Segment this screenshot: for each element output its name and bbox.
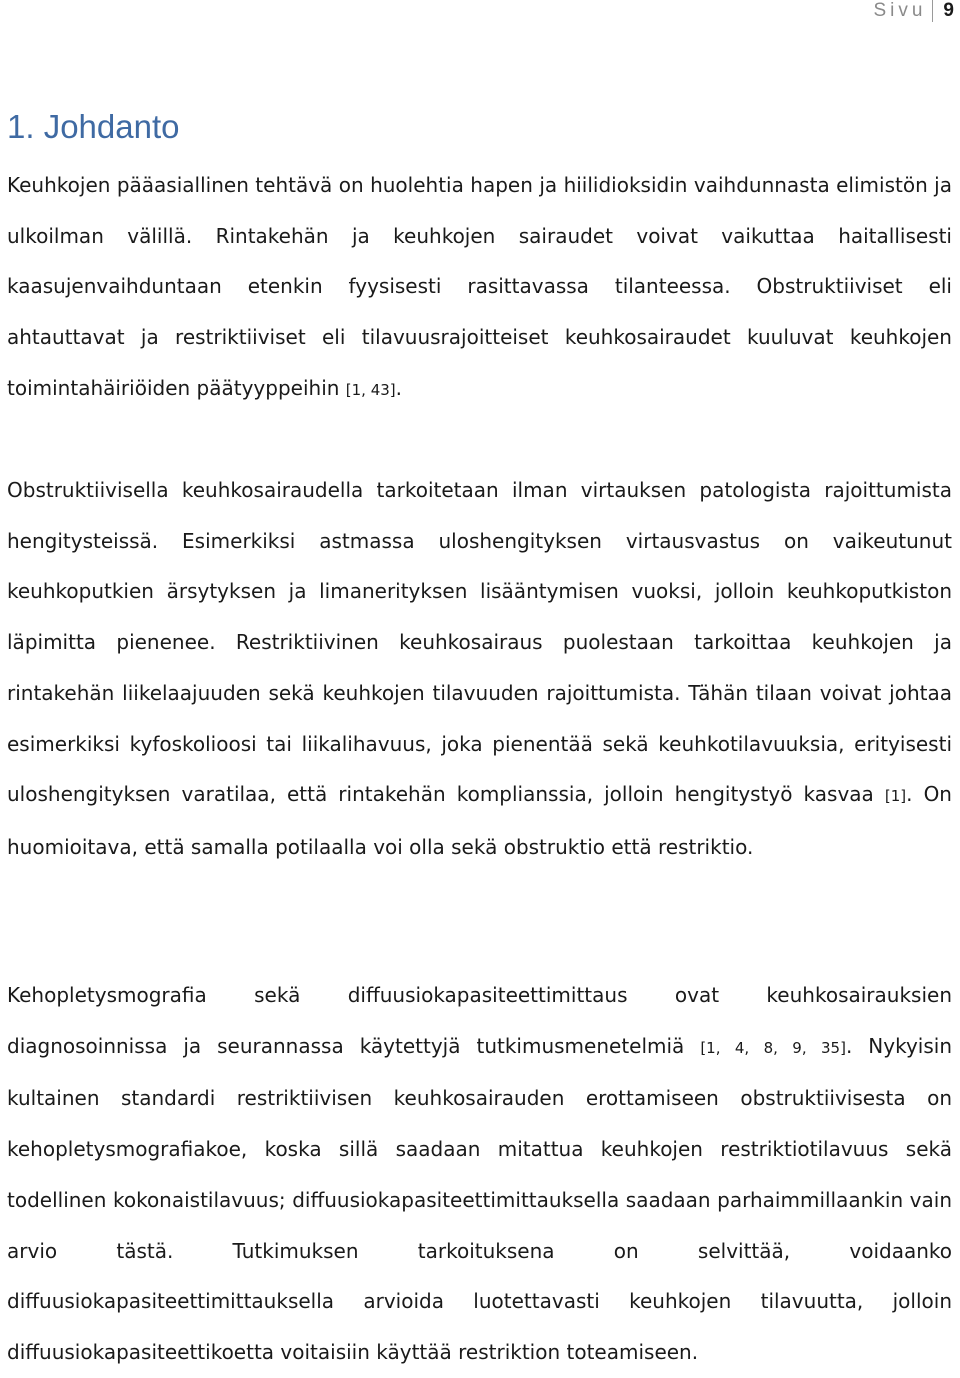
paragraph-2-container [7, 465, 952, 873]
paragraph-2-text-1: Obstruktiivisella keuhkosairaudella tarkoitetaan ilman virtauksen patologista rajoittumista hengitysteissä. Esimerkiksi astmassa uloshengityksen virtausvastus on vaikeutunut keuhkoputkien ärsytyksen ja limanerityksen lisääntymisen vuoksi, jolloin keuhkoputkiston läpimitta pienenee. Restriktiivinen keuhkosairaus puolestaan tarkoittaa keuhkojen ja rintakehän liikelaajuuden sekä keuhkojen tilavuuden rajoittumista. Tähän tilaan voivat johtaa esimerkiksi kyfoskolioosi tai liikalihavuus, joka pienentää sekä keuhkotilavuuksia, erityisesti uloshengityksen varatilaa, että rintakehän komplianssia, jolloin hengitystyö kasvaa [7, 478, 952, 807]
citation-1-4-8-9-35: [1, 4, 8, 9, 35] [700, 1038, 846, 1057]
paragraph-2-text-2: . On huomioitava, että samalla potilaalla voi olla sekä obstruktio että restriktio. [7, 782, 952, 859]
paragraph-1-text-1: Keuhkojen pääasiallinen tehtävä on huolehtia hapen ja hiilidioksidin vaihdunnasta elimistön ja ulkoilman välillä. Rintakehän ja keuhkojen sairaudet voivat vaikuttaa haitallisesti kaasujenvaihduntaan etenkin fyysisesti rasittavassa tilanteessa. Obstruktiiviset eli ahtauttavat ja restriktiiviset eli tilavuusrajoitteiset keuhkosairaudet kuuluvat keuhkojen toimintahäiriöiden päätyyppeihin [7, 173, 952, 400]
paragraph-2 [7, 465, 952, 873]
paragraph-3-container [7, 970, 952, 1378]
page-number: 9 [943, 0, 954, 21]
paragraph-3 [7, 970, 952, 1378]
header-divider [932, 0, 933, 22]
page-label: Sivu [873, 0, 927, 21]
citation-1-43: [1, 43] [345, 380, 396, 399]
citation-1: [1] [884, 787, 907, 806]
paragraph-1-container [7, 160, 952, 416]
chapter-heading: 1. Johdanto [7, 108, 180, 145]
paragraph-3-text-2: . Nykyisin kultainen standardi restriktiivisen keuhkosairauden erottamiseen obstruktiivisesta on kehopletysmografiakoe, koska sillä saadaan mitattua keuhkojen restriktiotilavuus sekä todellinen kokonaistilavuus; diffuusiokapasiteettimittauksella saadaan parhaimmillaankin vain arvio tästä. Tutkimuksen tarkoituksena on selvittää, voidaanko diffuusiokapasiteettimittauksella arvioida luotettavasti keuhkojen tilavuutta, jolloin diffuusiokapasiteettikoetta voitaisiin käyttää restriktion toteamiseen. [7, 1033, 953, 1364]
paragraph-1 [7, 160, 952, 416]
paragraph-3-text-1: Kehopletysmografia sekä diffuusiokapasiteettimittaus ovat keuhkosairauksien diagnosoinnissa ja seurannassa käytettyjä tutkimusmenetelmiä [7, 983, 952, 1058]
page-header [873, 0, 954, 22]
paragraph-1-text-2: . [395, 375, 403, 400]
